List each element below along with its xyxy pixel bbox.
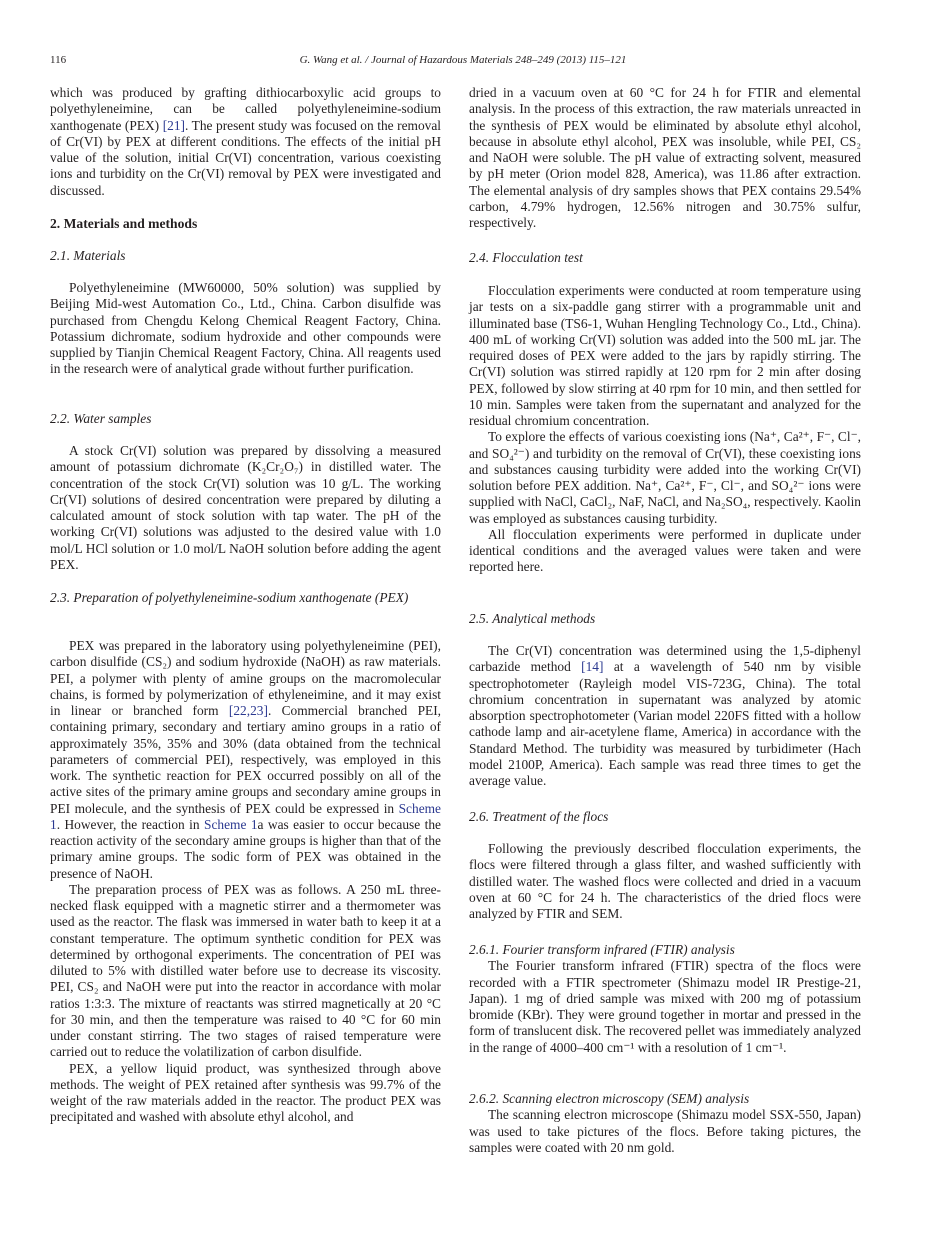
text-segment: which was produced by grafting dithiocarboxylic acid groups to polyethyleneimine, can be called polyethyleneimine-sodium xanthogenate (PEX) bbox=[50, 85, 441, 133]
citation-link[interactable]: [14] bbox=[581, 659, 604, 675]
text-segment: The Fourier transform infrared (FTIR) spectra of the flocs were recorded with a FTIR spectrometer (Shimazu model IR Prestige-21, Japan). 1 mg of dried sample was mixed with 200 mg of potassium bromide (KBr). They were ground together in mortar and pressed in the form of translucent disk. The recovered pellet was immediately analyzed in the range of 4000–400 cm⁻¹ with a resolution of 1 cm⁻¹. bbox=[469, 958, 861, 1055]
text-segment: All flocculation experiments were performed in duplicate under identical conditions and the averaged values were taken and were reported here. bbox=[469, 526, 861, 575]
continued-paragraph bbox=[469, 85, 861, 231]
text-segment: at a wavelength of 540 nm by visible spectrophotometer (Rayleigh model VIS-723G, China). The total chromium concentration in supernatant was analyzed by atomic absorption spectrophotometer (Varian model 220FS fitted with a hollow cathode lamp and air-acetylene flame, America) in accordance with the Standard Method. The turbidity was measured by turbidimeter (Hach model 2100P, America). Each sample was read three times to get the average value. bbox=[469, 659, 862, 788]
paragraph bbox=[469, 643, 861, 789]
paragraph bbox=[469, 85, 861, 231]
text-segment: The Cr(VI) concentration was determined using the 1,5-diphenyl carbazide method bbox=[469, 643, 861, 675]
text-segment: A stock Cr(VI) solution was prepared by dissolving a measured amount of potassium dichromate (K₂Cr₂O₇) in distilled water. The concentration of the stock Cr(VI) solution was 10 g/L. The working Cr(VI) solutions of desired concentration were prepared by diluting a calculated amount of stock solution with tap water. The pH of the working Cr(VI) solutions was adjusted to the desired value with 1.0 mol/L HCl solution or 1.0 mol/L NaOH solution before adding the agent PEX. bbox=[50, 443, 441, 572]
text-segment: dried in a vacuum oven at 60 °C for 24 h for FTIR and elemental analysis. In the process of this extraction, the raw materials unreacted in the synthesis of PEX would be eliminated by absolute ethyl alcohol, because in absolute ethyl alcohol, PEX was insoluble, while PEI, CS₂ and NaOH were soluble. The pH value of extracting solvent, measured by pH meter (Orion model 828, America), was 11.86 after extraction. The elemental analysis of dry samples shows that PEX contains 29.54% carbon, 4.79% hydrogen, 12.56% nitrogen and 30.75% sulfur, respectively. bbox=[469, 85, 861, 230]
paragraph bbox=[469, 527, 861, 576]
sem-section bbox=[469, 1091, 861, 1156]
text-segment: PEX, a yellow liquid product, was synthesized through above methods. The weight of PEX retained after synthesis was 99.7% of the weight of the raw materials added in the reactor. The product PEX was precipitated and washed with absolute ethyl alcohol, and bbox=[50, 1060, 441, 1125]
water-samples-paragraph bbox=[50, 443, 441, 573]
citation-link[interactable]: [21] bbox=[162, 117, 185, 133]
flocs-paragraph bbox=[469, 841, 861, 922]
sem-paragraph bbox=[469, 1107, 861, 1156]
subsection-heading-flocs: 2.6. Treatment of the flocs bbox=[469, 809, 609, 824]
paragraph bbox=[50, 1061, 441, 1126]
flocculation-paragraphs bbox=[469, 283, 861, 576]
preparation-paragraphs bbox=[50, 638, 441, 1126]
paragraph bbox=[469, 429, 861, 527]
paragraph bbox=[469, 1107, 861, 1156]
text-segment: The preparation process of PEX was as follows. A 250 mL three-necked flask equipped with a magnetic stirrer and a thermometer was used as the reactor. The flask was immersed in water bath to keep it at a constant temperature. The optimum synthetic condition for PEX was determined by orthogonal experiments. The concentration of PEI was diluted to 5% with distilled water before use to decrease its viscosity. PEI, CS₂ and NaOH were put into the reactor in accordance with molar ratios 1:3:3. The mixture of reactants was stirred magnetically at 20 °C for 30 min, and then the temperature was raised to 40 °C for 60 min under constant stirring. The two stages of raised temperature were carried out to reduce the volatilization of carbon disulfide. bbox=[50, 881, 441, 1060]
paragraph bbox=[469, 841, 861, 922]
ftir-section bbox=[469, 942, 861, 1056]
text-segment: Polyethyleneimine (MW60000, 50% solution) was supplied by Beijing Mid-west Automation Co., Ltd., China. Carbon disulfide was purchased from Chengdu Kelong Chemical Reagent Factory, China. Potassium dichromate, sodium hydroxide and other compounds were supplied by Tianjin Chemical Reagent Factory, China. All reagents used in the research were of analytical grade without further purification. bbox=[50, 280, 441, 377]
text-segment: PEX was prepared in the laboratory using polyethyleneimine (PEI), carbon disulfide (CS₂) and sodium hydroxide (NaOH) as raw materials. PEI, a polymer with plenty of amine groups on the macromolecular chains, is formed by polymerization of ethyleneimine, and it may exist in linear or branched form bbox=[50, 638, 441, 718]
citation-link[interactable]: Scheme 1 bbox=[50, 800, 441, 832]
paragraph bbox=[469, 283, 861, 429]
paragraph bbox=[50, 638, 441, 882]
subsubsection-heading-ftir: 2.6.1. Fourier transform infrared (FTIR) analysis bbox=[469, 942, 735, 957]
text-segment: The scanning electron microscope (Shimazu model SSX-550, Japan) was used to take pictures of the flocs. Before taking pictures, the samples were coated with 20 nm gold. bbox=[469, 1107, 861, 1155]
intro-paragraph bbox=[50, 85, 441, 199]
paragraph bbox=[50, 882, 441, 1061]
materials-paragraph bbox=[50, 280, 441, 378]
paragraph bbox=[50, 443, 441, 573]
analytical-paragraph bbox=[469, 643, 861, 789]
ftir-paragraph bbox=[469, 958, 861, 1056]
paragraph bbox=[469, 958, 861, 1056]
paragraph bbox=[50, 85, 441, 199]
section-heading-materials-methods: 2. Materials and methods bbox=[50, 216, 198, 231]
text-segment: . However, the reaction in bbox=[56, 816, 204, 832]
subsection-heading-analytical: 2.5. Analytical methods bbox=[469, 611, 596, 626]
text-segment: . The present study was focused on the removal of Cr(VI) by PEX at different conditions. The effects of the initial pH value of the solution, initial Cr(VI) concentration, various coexisting ions and turbidity on the Cr(VI) removal by PEX were investigated and discussed. bbox=[50, 117, 441, 198]
text-segment: . Commercial branched PEI, containing primary, secondary and tertiary amino groups in a ratio of approximately 35%, 35% and 30% (data obtained from the technical parameters of commercial PEI), respectively, was employed in this work. The synthetic reaction for PEX occurred possibly on all of the active sites of the primary amine groups and secondary amine groups in PEI molecule, and the synthesis of PEX could be expressed in bbox=[50, 703, 442, 816]
text-segment: To explore the effects of various coexisting ions (Na⁺, Ca²⁺, F⁻, Cl⁻, and SO₄²⁻) and turbidity on the removal of Cr(VI), these coexisting ions and substances causing turbidity were added into the working Cr(VI) solution before PEX addition. Na⁺, Ca²⁺, F⁻, Cl⁻, and SO₄²⁻ ions were supplied with NaCl, CaCl₂, NaF, NaCl, and Na₂SO₄, respectively. Kaolin was employed as substances causing turbidity. bbox=[469, 429, 861, 526]
subsection-heading-water-samples: 2.2. Water samples bbox=[50, 411, 152, 426]
page-number: 116 bbox=[50, 54, 67, 66]
subsection-heading-preparation: 2.3. Preparation of polyethyleneimine-sodium xanthogenate (PEX) bbox=[50, 590, 409, 605]
text-segment: Following the previously described flocculation experiments, the flocs were filtered through a glass filter, and washed sufficiently with distilled water. The washed flocs were collected and dried in a vacuum oven at 60 °C for 24 h. The characteristics of the dried flocs were analyzed by FTIR and SEM. bbox=[469, 841, 861, 921]
paragraph bbox=[50, 280, 441, 378]
citation-link[interactable]: [22,23] bbox=[228, 703, 268, 718]
text-segment: a was easier to occur because the reaction activity of the secondary amine groups is higher than that of the primary amine groups. The sodic form of PEX was obtained in the presence of NaOH. bbox=[50, 816, 442, 881]
running-header: G. Wang et al. / Journal of Hazardous Materials 248–249 (2013) 115–121 bbox=[299, 54, 627, 66]
subsection-heading-materials: 2.1. Materials bbox=[50, 248, 126, 263]
subsection-heading-flocculation: 2.4. Flocculation test bbox=[469, 250, 583, 265]
subsubsection-heading-sem: 2.6.2. Scanning electron microscopy (SEM) analysis bbox=[469, 1091, 750, 1106]
citation-link[interactable]: Scheme 1 bbox=[204, 816, 258, 832]
text-segment: Flocculation experiments were conducted at room temperature using jar tests on a six-paddle gang stirrer with a programmable unit and illuminated base (TS6-1, Wuhan Hengling Technology Co., Ltd., China). 400 mL of working Cr(VI) solution was added into the 500 mL jar. The required doses of PEX were added to the jars by rapidly stirring. The Cr(VI) solution was stirred rapidly at 120 rpm for 2 min after dosing PEX, followed by slow stirring at 40 rpm for 10 min, and then settled for 10 min. Samples were taken from the supernatant and analyzed for the residual chromium concentration. bbox=[469, 283, 861, 428]
